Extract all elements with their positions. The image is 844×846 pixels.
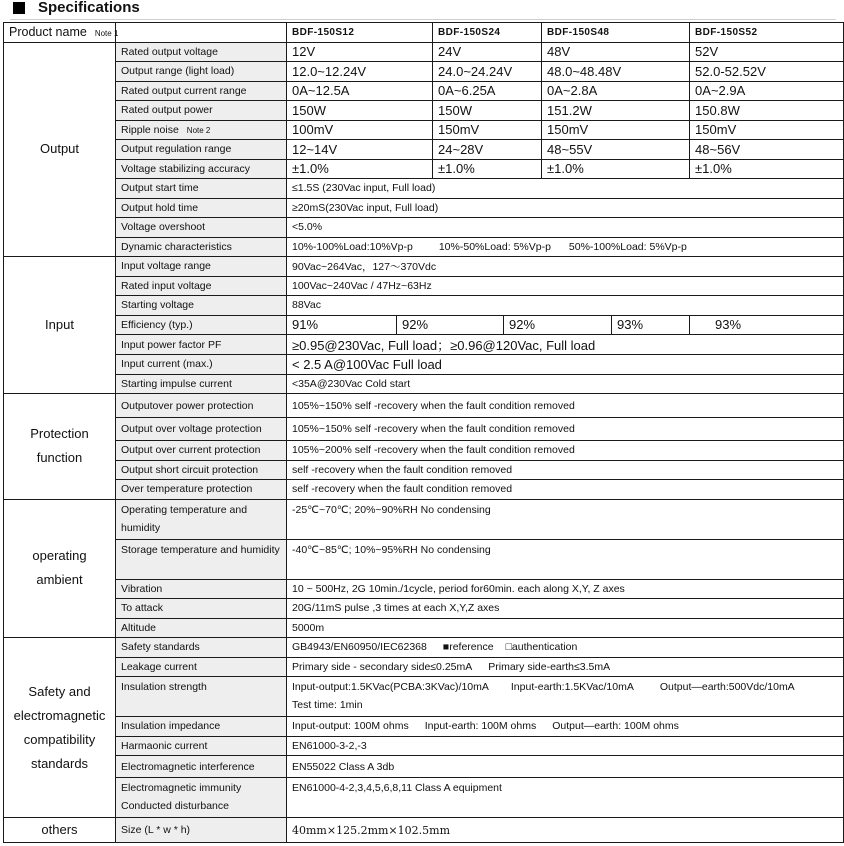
- row-label: Output hold time: [116, 198, 287, 218]
- value-cell: 12~14V: [287, 140, 433, 160]
- table-row: [4, 198, 844, 218]
- table-row: [4, 480, 844, 500]
- category-others: others: [4, 818, 116, 843]
- row-label: Electromagnetic immunity Conducted disturbance: [116, 778, 287, 818]
- table-row: [4, 276, 844, 296]
- value-cell: 90Vac~264Vac，127～370Vdc: [287, 257, 844, 277]
- value-cell: ≤1.5S (230Vac input, Full load): [287, 179, 844, 199]
- value-cell: 0A~2.8A: [542, 81, 690, 101]
- value-cell: 150W: [287, 101, 433, 121]
- section-header: [10, 0, 844, 18]
- table-row: [4, 778, 844, 818]
- value-cell: 100Vac~240Vac / 47Hz~63Hz: [287, 276, 844, 296]
- row-label: Rated input voltage: [116, 276, 287, 296]
- value-cell: 0A~6.25A: [433, 81, 542, 101]
- row-label: Outputover power protection: [116, 394, 287, 418]
- model-header: BDF-150S52: [690, 23, 844, 43]
- row-label: Starting voltage: [116, 296, 287, 316]
- value-cell: EN55022 Class A 3db: [287, 756, 844, 778]
- table-row: [4, 756, 844, 778]
- value-cell: self -recovery when the fault condition removed: [287, 460, 844, 480]
- value-cell: ±1.0%: [690, 159, 844, 179]
- table-row: [4, 599, 844, 619]
- value-cell: 10%-100%Load:10%Vp-p 10%-50%Load: 5%Vp-p 50%-100%Load: 5%Vp-p: [287, 237, 844, 257]
- value-cell: 93%: [690, 315, 844, 335]
- row-label: Insulation impedance: [116, 717, 287, 737]
- value-cell: ≥20mS(230Vac input, Full load): [287, 198, 844, 218]
- table-row: [4, 579, 844, 599]
- row-label: Output start time: [116, 179, 287, 199]
- row-label: Efficiency (typ.): [116, 315, 287, 335]
- row-label: Safety standards: [116, 638, 287, 658]
- table-row: [4, 296, 844, 316]
- row-label: Output range (light load): [116, 62, 287, 82]
- value-cell: 150mV: [690, 120, 844, 140]
- table-row: [4, 179, 844, 199]
- row-label: To attack: [116, 599, 287, 619]
- value-cell: 105%~200% self -recovery when the fault condition removed: [287, 441, 844, 461]
- value-cell: -40℃~85℃; 10%~95%RH No condensing: [287, 539, 844, 579]
- table-row: [4, 237, 844, 257]
- model-header: BDF-150S12: [287, 23, 433, 43]
- category-output: Output: [4, 42, 116, 257]
- value-cell: EN61000-3-2,-3: [287, 736, 844, 756]
- value-cell: Input-output:1.5KVac(PCBA:3KVac)/10mA Input-earth:1.5KVac/10mA Output—earth:500Vdc/10mA Test time: 1min: [287, 677, 844, 717]
- value-cell: 48~56V: [690, 140, 844, 160]
- row-label: Leakage current: [116, 657, 287, 677]
- row-label: Storage temperature and humidity: [116, 539, 287, 579]
- value-cell: 52.0-52.52V: [690, 62, 844, 82]
- row-label: Output over voltage protection: [116, 418, 287, 441]
- row-label: Output over current protection: [116, 441, 287, 461]
- value-cell: 150mV: [542, 120, 690, 140]
- table-row: [4, 159, 844, 179]
- row-label: Voltage stabilizing accuracy: [116, 159, 287, 179]
- value-cell: 0A~2.9A: [690, 81, 844, 101]
- value-cell: 48~55V: [542, 140, 690, 160]
- product-name-cell: Product name Note 1: [4, 23, 116, 43]
- row-label: Electromagnetic interference: [116, 756, 287, 778]
- table-row: [4, 736, 844, 756]
- row-label: Insulation strength: [116, 677, 287, 717]
- specifications-table: [3, 22, 844, 843]
- row-label: Rated output power: [116, 101, 287, 121]
- row-label: Input power factor PF: [116, 335, 287, 355]
- row-label: Voltage overshoot: [116, 218, 287, 238]
- value-cell: 12.0~12.24V: [287, 62, 433, 82]
- value-cell: 150mV: [433, 120, 542, 140]
- table-row: [4, 499, 844, 539]
- table-row: [4, 257, 844, 277]
- value-cell: 0A~12.5A: [287, 81, 433, 101]
- row-label: Rated output current range: [116, 81, 287, 101]
- value-cell: 5000m: [287, 618, 844, 638]
- value-cell: ±1.0%: [287, 159, 433, 179]
- header-spacer: [116, 23, 287, 43]
- row-label: Altitude: [116, 618, 287, 638]
- value-cell: 105%~150% self -recovery when the fault condition removed: [287, 394, 844, 418]
- value-cell: 24.0~24.24V: [433, 62, 542, 82]
- model-header: BDF-150S48: [542, 23, 690, 43]
- value-cell: <35A@230Vac Cold start: [287, 374, 844, 394]
- value-cell: 91%: [287, 315, 397, 335]
- value-cell: 52V: [690, 42, 844, 62]
- value-cell: 150.8W: [690, 101, 844, 121]
- row-label: Ripple noise Note 2: [116, 120, 287, 140]
- value-cell: 92%: [504, 315, 612, 335]
- table-row: [4, 539, 844, 579]
- category-protection: Protection function: [4, 394, 116, 500]
- row-label: Vibration: [116, 579, 287, 599]
- table-row: [4, 62, 844, 82]
- value-cell: ±1.0%: [433, 159, 542, 179]
- category-input: Input: [4, 257, 116, 394]
- value-cell: self -recovery when the fault condition removed: [287, 480, 844, 500]
- value-cell: 88Vac: [287, 296, 844, 316]
- row-label: Starting impulse current: [116, 374, 287, 394]
- row-label: Size (L * w * h): [116, 818, 287, 843]
- header-row: [4, 23, 844, 43]
- table-row: [4, 460, 844, 480]
- value-cell: 24~28V: [433, 140, 542, 160]
- value-cell: GB4943/EN60950/IEC62368 ■reference □authentication: [287, 638, 844, 658]
- row-label: Over temperature protection: [116, 480, 287, 500]
- value-cell: 150W: [433, 101, 542, 121]
- value-cell: Primary side - secondary side≤0.25mA Primary side-earth≤3.5mA: [287, 657, 844, 677]
- title-divider: [10, 19, 836, 20]
- row-label: Operating temperature and humidity: [116, 499, 287, 539]
- value-cell: <5.0%: [287, 218, 844, 238]
- row-label: Output regulation range: [116, 140, 287, 160]
- row-label: Dynamic characteristics: [116, 237, 287, 257]
- value-cell: 48.0~48.48V: [542, 62, 690, 82]
- value-cell: 92%: [397, 315, 504, 335]
- table-row: [4, 394, 844, 418]
- model-header: BDF-150S24: [433, 23, 542, 43]
- value-cell: 100mV: [287, 120, 433, 140]
- table-row: [4, 81, 844, 101]
- value-cell: ±1.0%: [542, 159, 690, 179]
- value-cell: 40mm×125.2mm×102.5mm: [287, 818, 844, 843]
- table-row: [4, 42, 844, 62]
- value-cell: EN61000-4-2,3,4,5,6,8,11 Class A equipment: [287, 778, 844, 818]
- category-safety: Safety and electromagnetic compatibility standards: [4, 638, 116, 818]
- table-row: [4, 101, 844, 121]
- row-label: Harmaonic current: [116, 736, 287, 756]
- table-row: [4, 638, 844, 658]
- category-ambient: operating ambient: [4, 499, 116, 638]
- table-row: [4, 618, 844, 638]
- table-row: [4, 441, 844, 461]
- value-cell: Input-output: 100M ohms Input-earth: 100M ohms Output—earth: 100M ohms: [287, 717, 844, 737]
- value-cell: 48V: [542, 42, 690, 62]
- table-row: [4, 418, 844, 441]
- value-cell: 20G/11mS pulse ,3 times at each X,Y,Z axes: [287, 599, 844, 619]
- table-row: [4, 677, 844, 717]
- value-cell: -25℃~70℃; 20%~90%RH No condensing: [287, 499, 844, 539]
- value-cell: < 2.5 A@100Vac Full load: [287, 355, 844, 375]
- table-row: [4, 140, 844, 160]
- table-row: [4, 818, 844, 843]
- table-row: [4, 120, 844, 140]
- value-cell: 24V: [433, 42, 542, 62]
- table-row: [4, 355, 844, 375]
- row-label: Output short circuit protection: [116, 460, 287, 480]
- table-row: [4, 315, 844, 335]
- value-cell: ≥0.95@230Vac, Full load；≥0.96@120Vac, Full load: [287, 335, 844, 355]
- bullet-square-icon: [13, 2, 25, 14]
- value-cell: 10 ~ 500Hz, 2G 10min./1cycle, period for60min. each along X,Y, Z axes: [287, 579, 844, 599]
- table-row: [4, 335, 844, 355]
- row-label: Input voltage range: [116, 257, 287, 277]
- value-cell: 151.2W: [542, 101, 690, 121]
- table-row: [4, 374, 844, 394]
- value-cell: 12V: [287, 42, 433, 62]
- page-title: Specifications: [38, 0, 140, 16]
- row-label: Rated output voltage: [116, 42, 287, 62]
- value-cell: 93%: [612, 315, 690, 335]
- table-row: [4, 657, 844, 677]
- table-row: [4, 218, 844, 238]
- table-row: [4, 717, 844, 737]
- value-cell: 105%~150% self -recovery when the fault condition removed: [287, 418, 844, 441]
- row-label: Input current (max.): [116, 355, 287, 375]
